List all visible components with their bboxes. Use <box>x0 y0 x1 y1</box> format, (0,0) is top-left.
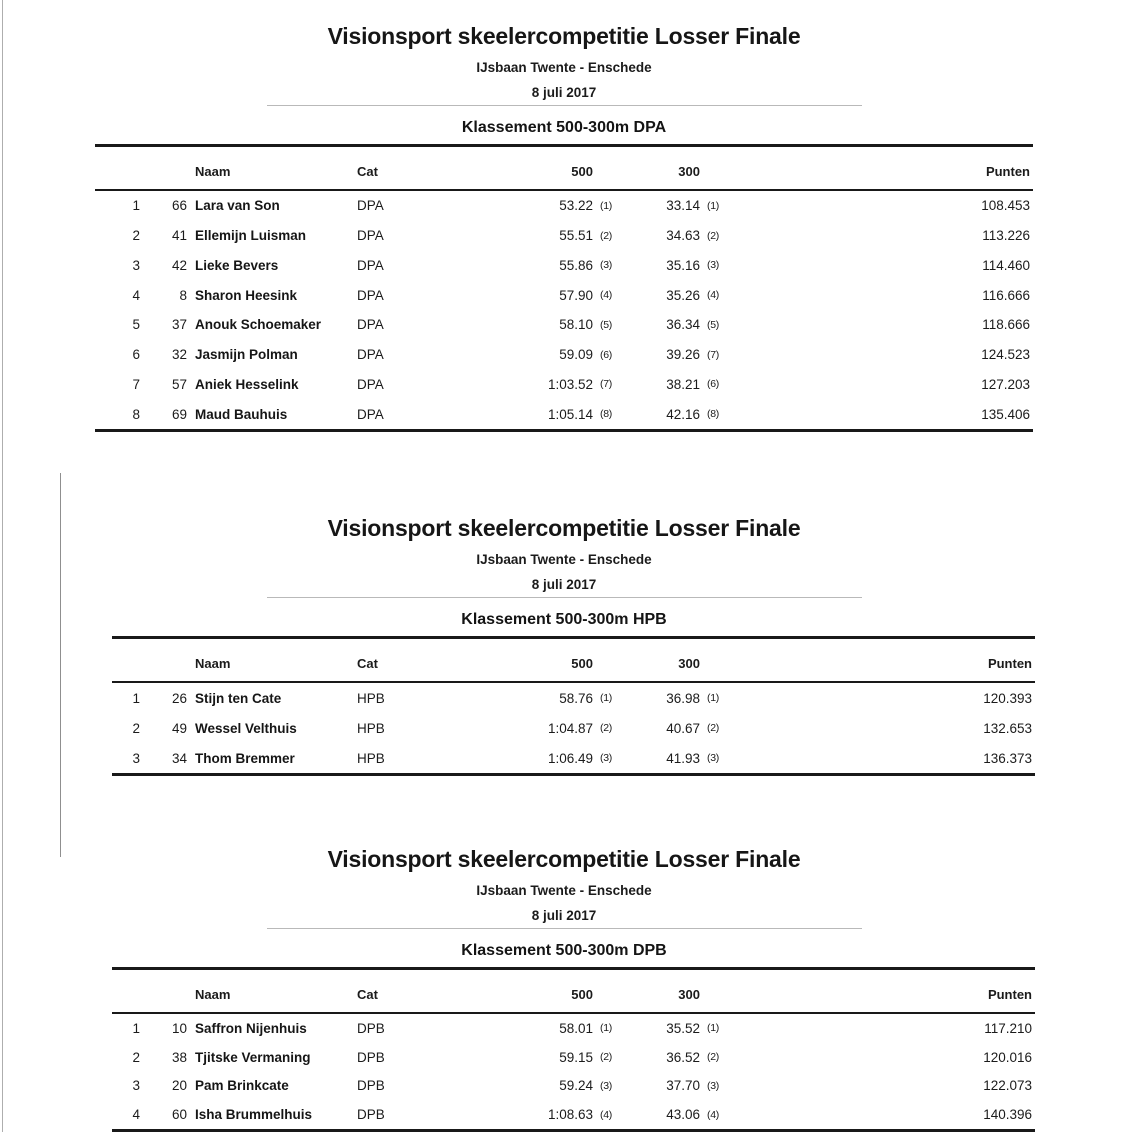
table-title: Klassement 500-300m HPB <box>461 611 667 628</box>
time-500-cell: 59.09 <box>559 347 593 363</box>
start-number-cell: 57 <box>171 376 187 392</box>
page-title: Visionsport skeelercompetitie Losser Finale <box>327 23 801 49</box>
column-header-punten: Punten <box>985 163 1030 179</box>
table-title: Klassement 500-300m DPB <box>461 942 667 959</box>
time-300-cell: 40.67 <box>666 720 700 736</box>
table-body <box>112 1014 1035 1132</box>
position-cell: 7 <box>132 376 140 392</box>
start-number-cell: 38 <box>171 1049 187 1065</box>
category-cell: DPA <box>357 228 384 244</box>
time-500-cell: 1:08.63 <box>547 1107 593 1123</box>
time-500-cell: 59.24 <box>559 1078 593 1094</box>
name-cell: Maud Bauhuis <box>195 406 288 422</box>
time-500-cell: 1:04.87 <box>547 720 593 736</box>
start-number-cell: 37 <box>171 317 187 333</box>
category-cell: DPB <box>357 1049 385 1065</box>
name-cell: Anouk Schoemaker <box>195 317 322 333</box>
name-cell: Ellemijn Luisman <box>195 228 307 244</box>
column-header-500: 500 <box>571 986 593 1002</box>
category-cell: DPA <box>357 347 384 363</box>
table-row <box>112 713 1035 743</box>
time-300-cell: 43.06 <box>666 1107 700 1123</box>
venue-subtitle: IJsbaan Twente - Enschede <box>476 60 652 75</box>
category-cell: DPB <box>357 1020 385 1036</box>
column-header-300: 300 <box>678 163 700 179</box>
header-divider <box>267 597 862 598</box>
points-cell: 117.210 <box>984 1020 1032 1036</box>
page-title: Visionsport skeelercompetitie Losser Finale <box>327 515 801 541</box>
time-300-cell: 34.63 <box>666 228 700 244</box>
results-table <box>112 636 1035 776</box>
start-number-cell: 49 <box>171 720 187 736</box>
time-300-cell: 41.93 <box>666 750 700 766</box>
table-header-row <box>112 639 1035 683</box>
start-number-cell: 32 <box>171 347 187 363</box>
points-cell: 132.653 <box>983 720 1032 736</box>
time-500-cell: 55.51 <box>559 228 593 244</box>
rank-500-cell: (2) <box>600 229 612 242</box>
rank-500-cell: (8) <box>600 408 612 421</box>
table-row <box>95 251 1033 281</box>
rank-300-cell: (8) <box>707 408 719 421</box>
results-section-dpb <box>0 845 1128 1132</box>
time-300-cell: 42.16 <box>666 406 700 422</box>
venue-subtitle: IJsbaan Twente - Enschede <box>476 883 652 898</box>
position-cell: 3 <box>132 257 140 273</box>
position-cell: 4 <box>132 1107 140 1123</box>
start-number-cell: 42 <box>171 257 187 273</box>
name-cell: Sharon Heesink <box>195 287 298 303</box>
category-cell: DPA <box>357 198 384 214</box>
column-header-naam: Naam <box>195 163 231 179</box>
category-cell: DPA <box>357 287 384 303</box>
table-row <box>95 221 1033 251</box>
points-cell: 113.226 <box>982 228 1030 244</box>
column-header-punten: Punten <box>987 986 1032 1002</box>
table-title: Klassement 500-300m DPA <box>461 119 667 136</box>
column-header-500: 500 <box>571 655 593 671</box>
time-300-cell: 37.70 <box>666 1078 700 1094</box>
rank-300-cell: (2) <box>707 229 719 242</box>
position-cell: 8 <box>132 406 140 422</box>
category-cell: HPB <box>357 750 385 766</box>
time-500-cell: 53.22 <box>559 198 593 214</box>
time-300-cell: 36.34 <box>666 317 700 333</box>
name-cell: Saffron Nijenhuis <box>195 1020 307 1036</box>
rank-300-cell: (4) <box>707 1108 719 1121</box>
time-500-cell: 55.86 <box>559 257 593 273</box>
name-cell: Aniek Hesselink <box>195 376 299 392</box>
start-number-cell: 20 <box>171 1078 187 1094</box>
rank-500-cell: (6) <box>600 348 612 361</box>
rank-300-cell: (2) <box>707 1051 719 1064</box>
rank-500-cell: (2) <box>600 1051 612 1064</box>
results-section-hpb <box>0 514 1128 776</box>
rank-300-cell: (7) <box>707 348 719 361</box>
category-cell: HPB <box>357 720 385 736</box>
points-cell: 124.523 <box>981 347 1030 363</box>
time-500-cell: 1:05.14 <box>547 406 593 422</box>
position-cell: 2 <box>132 228 140 244</box>
points-cell: 127.203 <box>981 376 1030 392</box>
points-cell: 118.666 <box>982 317 1030 333</box>
table-row <box>112 1043 1035 1072</box>
rank-500-cell: (3) <box>600 259 612 272</box>
position-cell: 2 <box>132 720 140 736</box>
position-cell: 4 <box>132 287 140 303</box>
name-cell: Isha Brummelhuis <box>195 1107 313 1123</box>
points-cell: 140.396 <box>983 1107 1032 1123</box>
time-500-cell: 1:06.49 <box>547 750 593 766</box>
results-section-dpa <box>0 22 1128 432</box>
name-cell: Tjitske Vermaning <box>195 1049 311 1065</box>
time-300-cell: 36.98 <box>666 690 700 706</box>
table-row <box>95 310 1033 340</box>
table-row <box>112 683 1035 713</box>
time-300-cell: 33.14 <box>666 198 700 214</box>
position-cell: 1 <box>132 1020 140 1036</box>
position-cell: 2 <box>132 1049 140 1065</box>
time-300-cell: 35.16 <box>666 257 700 273</box>
column-header-300: 300 <box>678 655 700 671</box>
date-subtitle: 8 juli 2017 <box>531 85 597 100</box>
points-cell: 122.073 <box>983 1078 1032 1094</box>
page-title: Visionsport skeelercompetitie Losser Finale <box>327 846 801 872</box>
time-500-cell: 58.76 <box>559 690 593 706</box>
table-row <box>95 191 1033 221</box>
column-header-naam: Naam <box>195 655 231 671</box>
table-header-row <box>112 970 1035 1014</box>
header-divider <box>267 105 862 106</box>
table-row <box>112 1100 1035 1129</box>
position-cell: 5 <box>132 317 140 333</box>
time-300-cell: 36.52 <box>666 1049 700 1065</box>
start-number-cell: 41 <box>171 228 187 244</box>
header-divider <box>267 928 862 929</box>
time-500-cell: 58.01 <box>559 1020 593 1036</box>
points-cell: 136.373 <box>983 750 1032 766</box>
table-row <box>95 399 1033 429</box>
name-cell: Pam Brinkcate <box>195 1078 289 1094</box>
category-cell: DPB <box>357 1078 385 1094</box>
rank-500-cell: (4) <box>600 289 612 302</box>
table-row <box>112 1072 1035 1101</box>
rank-300-cell: (3) <box>707 1079 719 1092</box>
rank-300-cell: (6) <box>707 378 719 391</box>
name-cell: Stijn ten Cate <box>195 690 282 706</box>
name-cell: Lara van Son <box>195 198 280 214</box>
category-cell: HPB <box>357 690 385 706</box>
column-header-punten: Punten <box>987 655 1032 671</box>
column-header-cat: Cat <box>357 163 378 179</box>
column-header-300: 300 <box>678 986 700 1002</box>
position-cell: 3 <box>132 750 140 766</box>
start-number-cell: 10 <box>171 1020 187 1036</box>
rank-300-cell: (2) <box>707 722 719 734</box>
time-300-cell: 38.21 <box>666 376 700 392</box>
points-cell: 114.460 <box>982 257 1030 273</box>
position-cell: 6 <box>132 347 140 363</box>
points-cell: 120.016 <box>983 1049 1032 1065</box>
rank-500-cell: (1) <box>600 199 612 212</box>
rank-500-cell: (5) <box>600 318 612 331</box>
time-300-cell: 35.26 <box>666 287 700 303</box>
table-header-row <box>95 147 1033 191</box>
category-cell: DPA <box>357 376 384 392</box>
time-500-cell: 1:03.52 <box>547 376 593 392</box>
column-header-500: 500 <box>571 163 593 179</box>
rank-500-cell: (4) <box>600 1108 612 1121</box>
table-row <box>112 1014 1035 1043</box>
date-subtitle: 8 juli 2017 <box>531 577 597 592</box>
rank-500-cell: (1) <box>600 692 612 704</box>
table-row <box>112 743 1035 773</box>
column-header-cat: Cat <box>357 986 378 1002</box>
time-300-cell: 35.52 <box>666 1020 700 1036</box>
rank-300-cell: (1) <box>707 1022 719 1035</box>
table-row <box>95 340 1033 370</box>
start-number-cell: 26 <box>171 690 187 706</box>
points-cell: 135.406 <box>981 406 1030 422</box>
time-300-cell: 39.26 <box>666 347 700 363</box>
name-cell: Jasmijn Polman <box>195 347 298 363</box>
table-row <box>95 280 1033 310</box>
points-cell: 108.453 <box>981 198 1030 214</box>
name-cell: Thom Bremmer <box>195 750 295 766</box>
rank-300-cell: (4) <box>707 289 719 302</box>
venue-subtitle: IJsbaan Twente - Enschede <box>476 552 652 567</box>
rank-500-cell: (3) <box>600 752 612 764</box>
table-body <box>95 191 1033 432</box>
name-cell: Lieke Bevers <box>195 257 279 273</box>
table-row <box>95 370 1033 400</box>
rank-300-cell: (5) <box>707 318 719 331</box>
rank-300-cell: (1) <box>707 199 719 212</box>
results-table <box>112 967 1035 1132</box>
rank-300-cell: (3) <box>707 259 719 272</box>
position-cell: 3 <box>132 1078 140 1094</box>
points-cell: 120.393 <box>983 690 1032 706</box>
time-500-cell: 59.15 <box>559 1049 593 1065</box>
start-number-cell: 8 <box>179 287 187 303</box>
time-500-cell: 57.90 <box>559 287 593 303</box>
rank-500-cell: (7) <box>600 378 612 391</box>
time-500-cell: 58.10 <box>559 317 593 333</box>
category-cell: DPB <box>357 1107 385 1123</box>
start-number-cell: 66 <box>171 198 187 214</box>
points-cell: 116.666 <box>982 287 1030 303</box>
name-cell: Wessel Velthuis <box>195 720 297 736</box>
category-cell: DPA <box>357 406 384 422</box>
start-number-cell: 60 <box>171 1107 187 1123</box>
rank-300-cell: (3) <box>707 752 719 764</box>
rank-500-cell: (3) <box>600 1079 612 1092</box>
position-cell: 1 <box>132 198 140 214</box>
rank-500-cell: (2) <box>600 722 612 734</box>
rank-300-cell: (1) <box>707 692 719 704</box>
category-cell: DPA <box>357 317 384 333</box>
category-cell: DPA <box>357 257 384 273</box>
table-body <box>112 683 1035 776</box>
column-header-cat: Cat <box>357 655 378 671</box>
column-header-naam: Naam <box>195 986 231 1002</box>
date-subtitle: 8 juli 2017 <box>531 908 597 923</box>
start-number-cell: 69 <box>171 406 187 422</box>
rank-500-cell: (1) <box>600 1022 612 1035</box>
position-cell: 1 <box>132 690 140 706</box>
results-table <box>95 144 1033 432</box>
start-number-cell: 34 <box>171 750 187 766</box>
